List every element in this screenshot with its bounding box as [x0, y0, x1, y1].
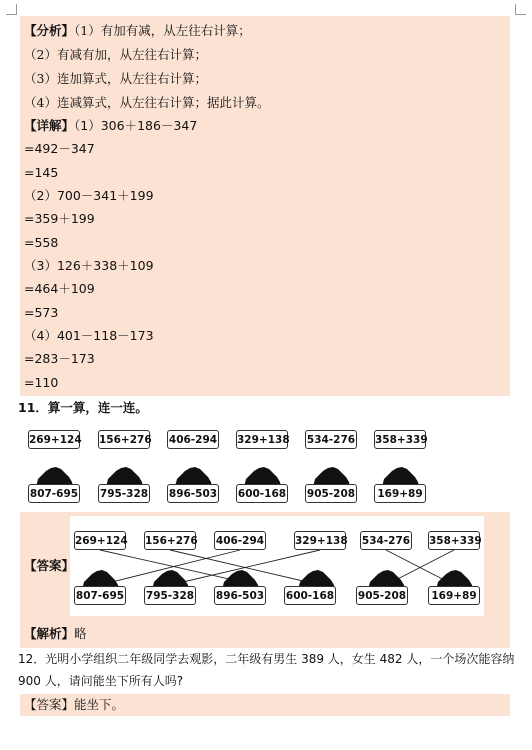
answer-bottom-box-5: 905-208	[356, 586, 408, 605]
detail-line-12: =110	[24, 375, 59, 390]
question-12-line-1: 12．光明小学组织二年级同学去观影，二年级有男生 389 人，女生 482 人，一个场次能容纳	[18, 652, 515, 666]
analysis-line-4: （4）连减算式，从左往右计算；据此计算。	[24, 95, 270, 110]
detail-line-4: （2）700－341＋199	[24, 188, 154, 203]
answer-top-box-6: 358+339	[428, 531, 480, 550]
answer-12-tag: 【答案】	[24, 697, 75, 712]
detail-line-8: =464＋109	[24, 281, 95, 296]
question-bottom-box-4: 600-168	[236, 484, 288, 503]
detail-line-3: =145	[24, 165, 59, 180]
answer-top-box-4: 329+138	[294, 531, 346, 550]
answer-bottom-box-6: 169+89	[428, 586, 480, 605]
explain-text: 略	[74, 626, 87, 641]
answer-bottom-box-3: 896-503	[214, 586, 266, 605]
detail-line-7: （3）126＋338＋109	[24, 258, 154, 273]
question-top-box-2: 156+276	[98, 430, 150, 449]
answer-top-box-3: 406-294	[214, 531, 266, 550]
question-12-line-2: 900 人，请问能坐下所有人吗?	[18, 674, 184, 688]
analysis-text: （1）有加有减，从左往右计算；	[74, 23, 251, 38]
question-bottom-box-2: 795-328	[98, 484, 150, 503]
answer-12-line	[24, 697, 124, 713]
question-top-box-3: 406-294	[167, 430, 219, 449]
analysis-line-2: （2）有减有加，从左往右计算；	[24, 47, 207, 62]
detail-line-5: =359＋199	[24, 211, 95, 226]
question-top-box-6: 358+339	[374, 430, 426, 449]
question-top-box-5: 534-276	[305, 430, 357, 449]
answer-top-box-2: 156+276	[144, 531, 196, 550]
detail-tag: 【详解】	[24, 118, 75, 133]
explain-line	[24, 626, 87, 642]
detail-line-10: （4）401－118－173	[24, 328, 154, 343]
question-bottom-box-6: 169+89	[374, 484, 426, 503]
detail-line-6: =558	[24, 235, 59, 250]
question-bottom-box-3: 896-503	[167, 484, 219, 503]
answer-bottom-box-2: 795-328	[144, 586, 196, 605]
analysis-line-3: （3）连加算式，从左往右计算；	[24, 71, 207, 86]
detail-line-2: =492－347	[24, 141, 95, 156]
question-bottom-box-1: 807-695	[28, 484, 80, 503]
explain-tag: 【解析】	[24, 626, 75, 641]
answer-bottom-box-4: 600-168	[284, 586, 336, 605]
detail-text: （1）306＋186－347	[74, 118, 198, 133]
answer-tag: 【答案】	[24, 558, 75, 573]
question-11-title: 11．算一算，连一连。	[18, 400, 148, 415]
question-top-box-4: 329+138	[236, 430, 288, 449]
detail-line-9: =573	[24, 305, 59, 320]
answer-bottom-box-1: 807-695	[74, 586, 126, 605]
answer-top-box-1: 269+124	[74, 531, 126, 550]
question-bottom-box-5: 905-208	[305, 484, 357, 503]
answer-12-text: 能坐下。	[74, 697, 125, 712]
answer-top-box-5: 534-276	[360, 531, 412, 550]
question-top-box-1: 269+124	[28, 430, 80, 449]
detail-line-11: =283－173	[24, 351, 95, 366]
analysis-tag: 【分析】	[24, 23, 75, 38]
